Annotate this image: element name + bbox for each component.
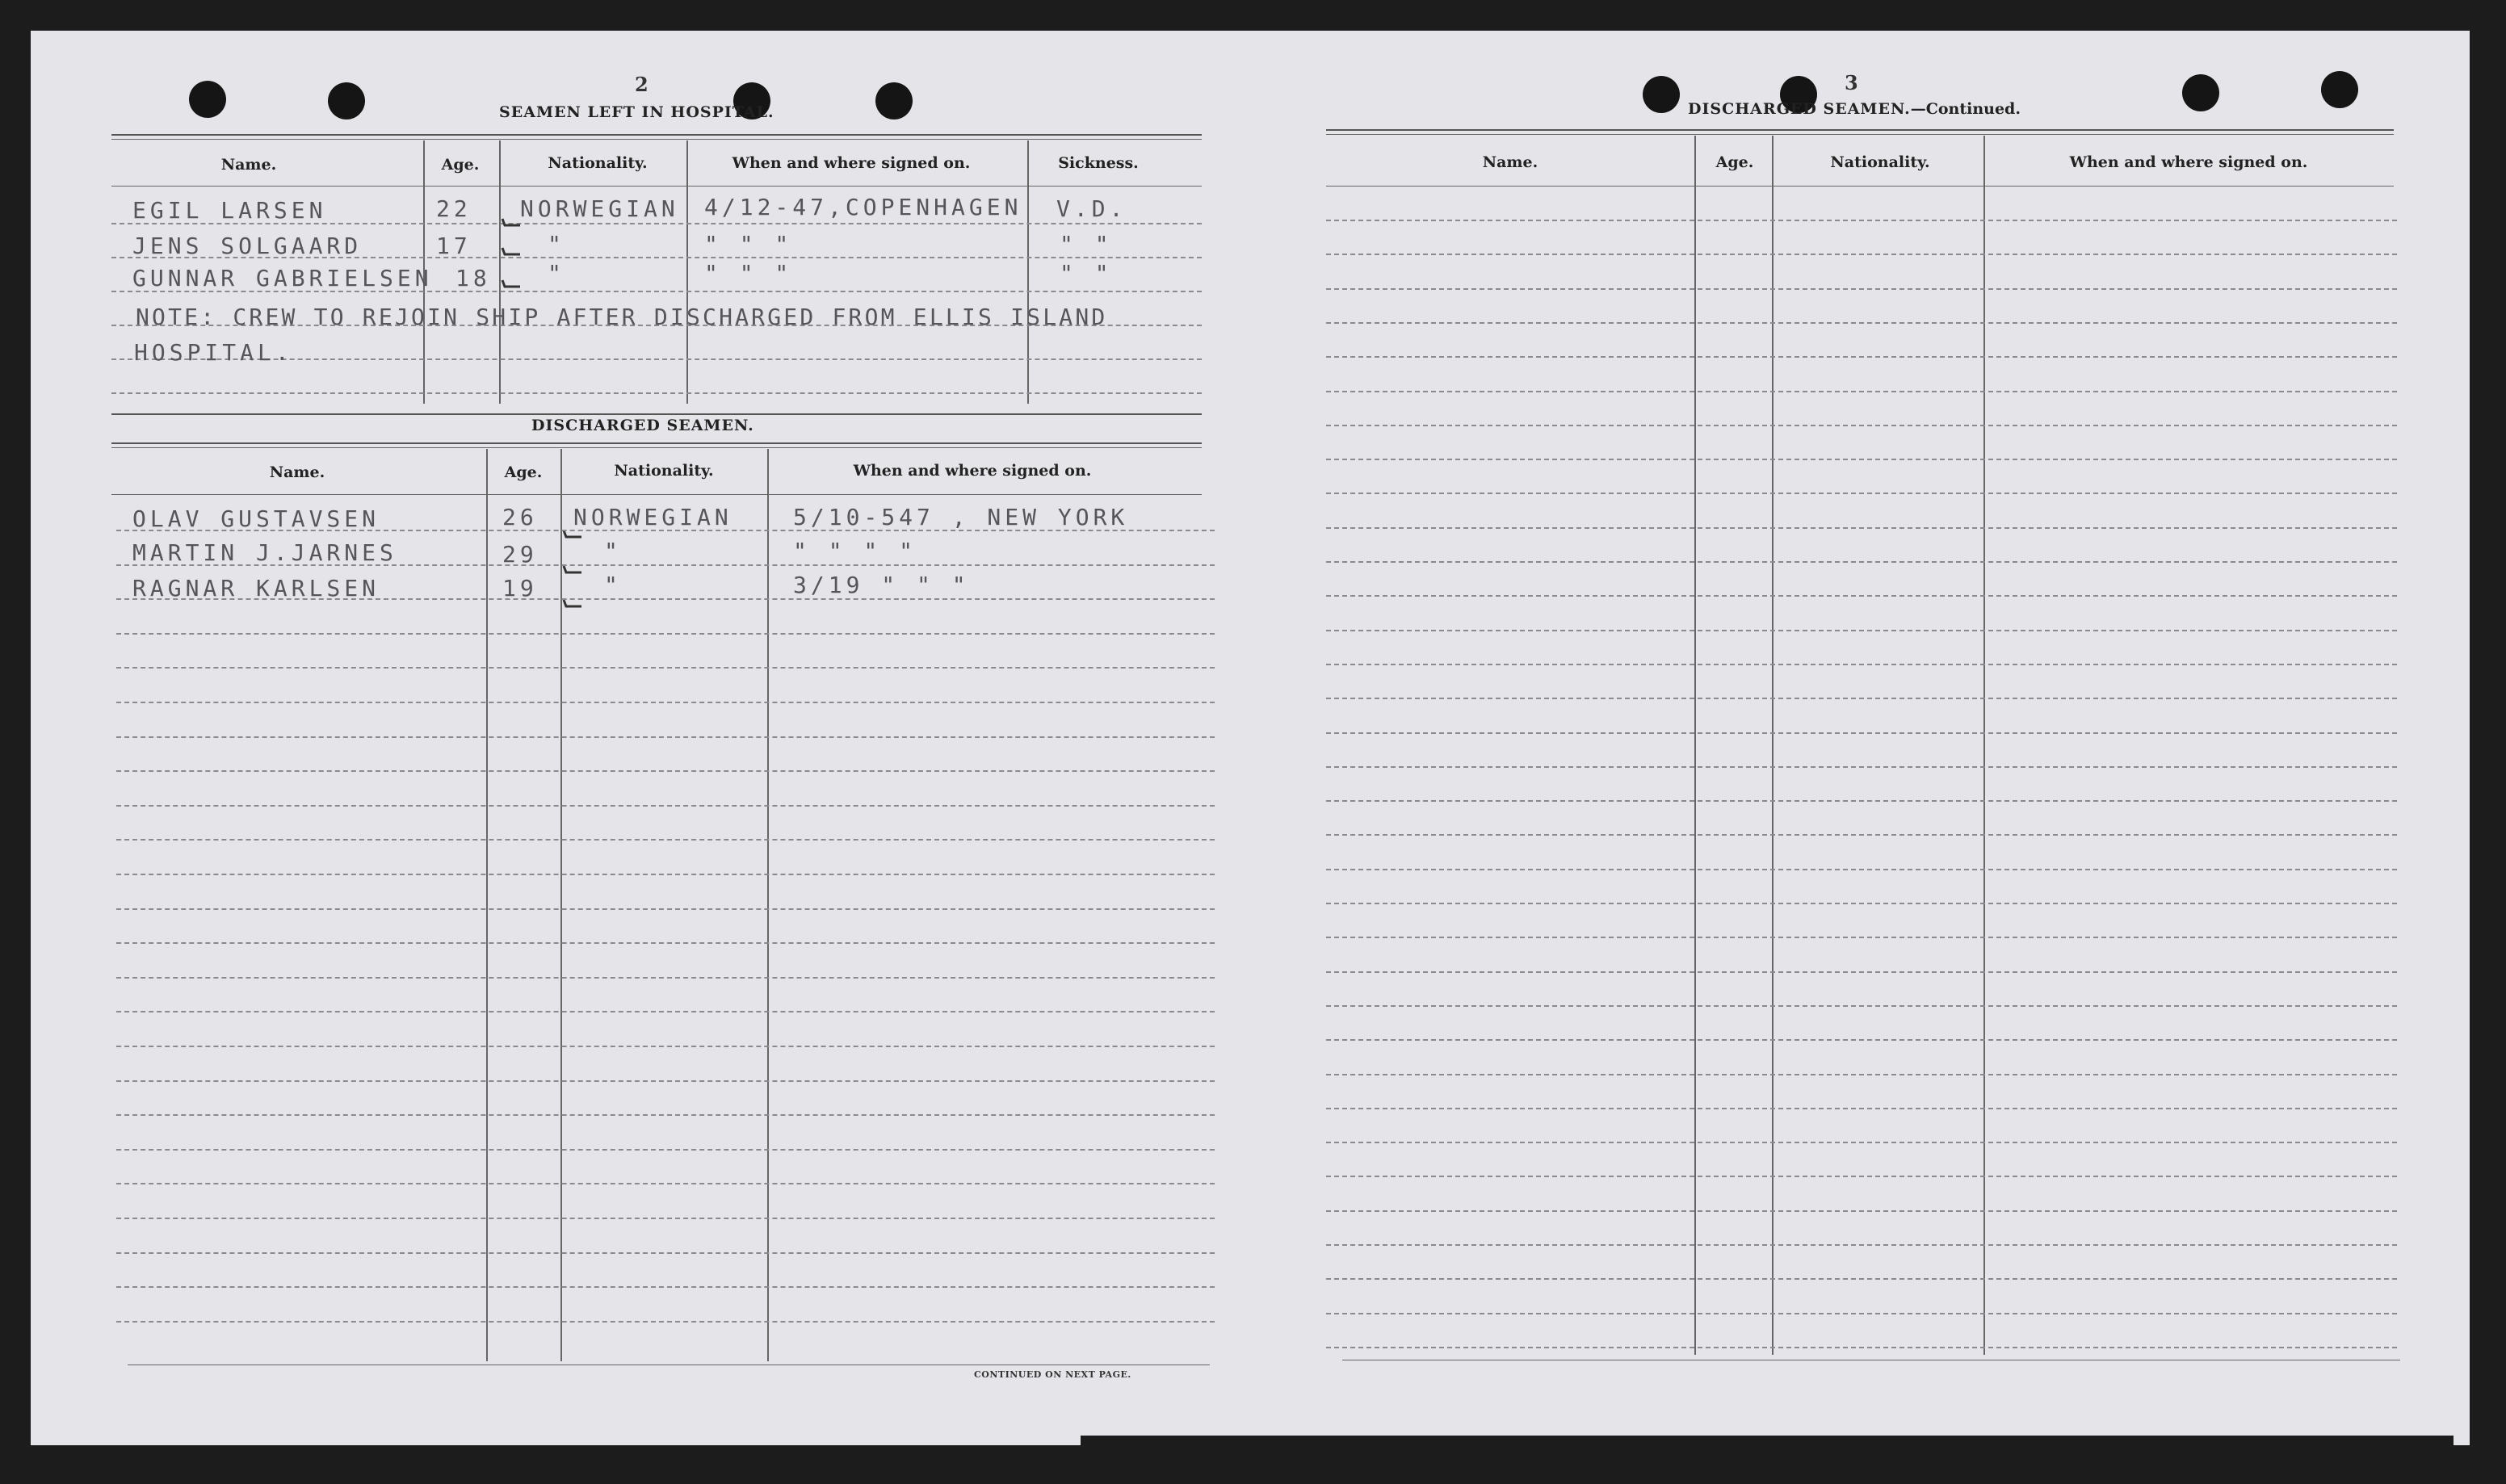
hospital-signed-on-3: " " " [704, 260, 793, 287]
hospital-name-3: GUNNAR GABRIELSEN [132, 265, 433, 291]
discharged-header-age: Age. [504, 463, 543, 481]
row-line [1326, 869, 2397, 870]
row-line [1326, 356, 2397, 358]
discharged-nationality-3: " [604, 572, 622, 598]
right-header-signed-on: When and where signed on. [2069, 153, 2308, 171]
discharged-header-signed-on: When and where signed on. [853, 462, 1092, 480]
discharged-section-title: DISCHARGED SEAMEN. [531, 417, 754, 434]
row-line [1326, 1347, 2397, 1348]
row-line [1326, 1074, 2397, 1075]
rule [111, 494, 1202, 495]
punch-hole [2182, 74, 2219, 111]
column-divider [1983, 136, 1985, 1355]
row-line [1326, 1039, 2397, 1041]
column-divider [686, 140, 688, 404]
column-divider [1772, 136, 1774, 1355]
discharged-nationality-2: " [604, 538, 622, 564]
hospital-sickness-1: V.D. [1056, 195, 1127, 222]
rule [111, 186, 1202, 187]
row-line [1326, 288, 2397, 290]
row-line [1326, 834, 2397, 836]
discharged-age-2: 29 [502, 541, 538, 568]
check-mark-icon [501, 245, 522, 257]
discharged-age-3: 19 [502, 575, 538, 602]
discharged-age-1: 26 [502, 504, 538, 530]
rule [1326, 134, 2394, 135]
right-header-age: Age. [1715, 153, 1754, 171]
row-line [1326, 800, 2397, 802]
discharged-signed-on-1: 5/10-547 , NEW YORK [793, 504, 1129, 530]
row-line [1326, 391, 2397, 392]
right-title-text: DISCHARGED SEAMEN. [1688, 100, 1911, 118]
rule [1326, 129, 2394, 131]
row-line [116, 1183, 1215, 1184]
discharged-nationality-1: NORWEGIAN [573, 504, 732, 530]
rule [111, 442, 1202, 444]
row-line [116, 1114, 1215, 1116]
row-line [116, 1011, 1215, 1012]
row-line [116, 702, 1215, 703]
column-divider [1027, 140, 1029, 404]
rule [1326, 186, 2394, 187]
row-line [116, 1252, 1215, 1254]
row-line [1326, 1108, 2397, 1109]
punch-hole [189, 81, 226, 118]
row-line [1326, 1176, 2397, 1177]
row-line [116, 942, 1215, 944]
hospital-section-title: SEAMEN LEFT IN HOSPITAL. [499, 103, 774, 121]
discharged-name-1: OLAV GUSTAVSEN [132, 505, 380, 532]
row-line [1326, 698, 2397, 699]
hospital-name-1: EGIL LARSEN [132, 197, 327, 224]
hospital-note-line-1: NOTE: CREW TO REJOIN SHIP AFTER DISCHARGED FROM ELLIS ISLAND [136, 304, 1108, 330]
row-line [111, 392, 1202, 394]
row-line [1326, 1210, 2397, 1212]
discharged-signed-on-2: " " " " [793, 538, 917, 564]
right-header-nationality: Nationality. [1830, 153, 1930, 171]
check-mark-icon [501, 216, 522, 228]
row-line [116, 1046, 1215, 1047]
row-line [1326, 903, 2397, 904]
row-line [116, 633, 1215, 635]
row-line [1326, 937, 2397, 938]
hospital-signed-on-1: 4/12-47,COPENHAGEN [704, 194, 1022, 220]
row-line [116, 1149, 1215, 1151]
hospital-header-signed-on: When and where signed on. [732, 154, 971, 172]
hospital-age-2: 17 [436, 233, 472, 259]
row-line [116, 1218, 1215, 1219]
row-line [1326, 1005, 2397, 1007]
rule [111, 134, 1202, 136]
discharged-header-nationality: Nationality. [614, 462, 714, 480]
discharged-name-3: RAGNAR KARLSEN [132, 575, 380, 602]
row-line [1326, 1278, 2397, 1280]
right-section-title [1688, 100, 2021, 118]
manifest-paper [31, 31, 2470, 1445]
hospital-sickness-2: " " [1060, 231, 1113, 258]
discharged-name-2: MARTIN J.JARNES [132, 539, 397, 566]
row-line [116, 1080, 1215, 1082]
row-line [1326, 493, 2397, 494]
row-line [116, 667, 1215, 669]
row-line [1326, 425, 2397, 426]
hospital-signed-on-2: " " " [704, 231, 793, 258]
rule [111, 413, 1202, 415]
right-title-suffix: —Continued. [1910, 100, 2021, 118]
row-line [116, 977, 1215, 979]
row-line [1326, 561, 2397, 563]
row-line [1326, 254, 2397, 255]
row-line [116, 564, 1215, 566]
hospital-header-age: Age. [441, 156, 480, 174]
row-line [116, 908, 1215, 910]
row-line [116, 805, 1215, 807]
hospital-header-sickness: Sickness. [1058, 154, 1139, 172]
check-mark-icon [501, 278, 522, 289]
rule [111, 447, 1202, 448]
column-divider [499, 140, 501, 404]
hospital-age-1: 22 [436, 195, 472, 222]
row-line [116, 1321, 1215, 1323]
row-line [1326, 1313, 2397, 1314]
row-line [1326, 322, 2397, 324]
hospital-name-2: JENS SOLGAARD [132, 233, 363, 259]
row-line [116, 839, 1215, 841]
hospital-nationality-2: " [548, 231, 565, 258]
column-divider [767, 449, 769, 1361]
row-line [1326, 1244, 2397, 1246]
row-line [1326, 664, 2397, 665]
row-line [1326, 1142, 2397, 1143]
row-line [1326, 732, 2397, 734]
continued-footer: CONTINUED ON NEXT PAGE. [974, 1369, 1131, 1380]
right-header-name: Name. [1482, 153, 1538, 171]
row-line [1326, 459, 2397, 460]
row-line [116, 770, 1215, 772]
row-line [116, 874, 1215, 875]
discharged-signed-on-3: 3/19 " " " [793, 572, 970, 598]
punch-hole [1643, 76, 1680, 113]
row-line [1326, 595, 2397, 597]
column-divider [1694, 136, 1696, 1355]
column-divider [486, 449, 488, 1361]
hospital-header-nationality: Nationality. [548, 154, 648, 172]
row-line [1326, 766, 2397, 768]
hospital-nationality-3: " [548, 260, 565, 287]
punch-hole [2321, 71, 2358, 108]
right-page-number: 3 [1845, 71, 1858, 94]
hospital-age-3: 18 [455, 265, 491, 291]
row-line [1326, 630, 2397, 631]
rule [111, 139, 1202, 140]
torn-edge [1081, 1436, 2454, 1484]
row-line [116, 736, 1215, 738]
hospital-nationality-1: NORWEGIAN [520, 195, 679, 222]
discharged-header-name: Name. [269, 463, 325, 481]
hospital-note-line-2: HOSPITAL. [134, 339, 293, 366]
hospital-sickness-3: " " [1060, 260, 1113, 287]
row-line [116, 530, 1215, 531]
punch-hole [875, 82, 913, 119]
row-line [116, 1286, 1215, 1288]
punch-hole [328, 82, 365, 119]
left-page-number: 2 [635, 73, 649, 96]
hospital-header-name: Name. [220, 156, 277, 174]
row-line [116, 598, 1215, 600]
column-divider [560, 449, 562, 1361]
row-line [1326, 220, 2397, 221]
row-line [1326, 971, 2397, 973]
row-line [1326, 527, 2397, 529]
